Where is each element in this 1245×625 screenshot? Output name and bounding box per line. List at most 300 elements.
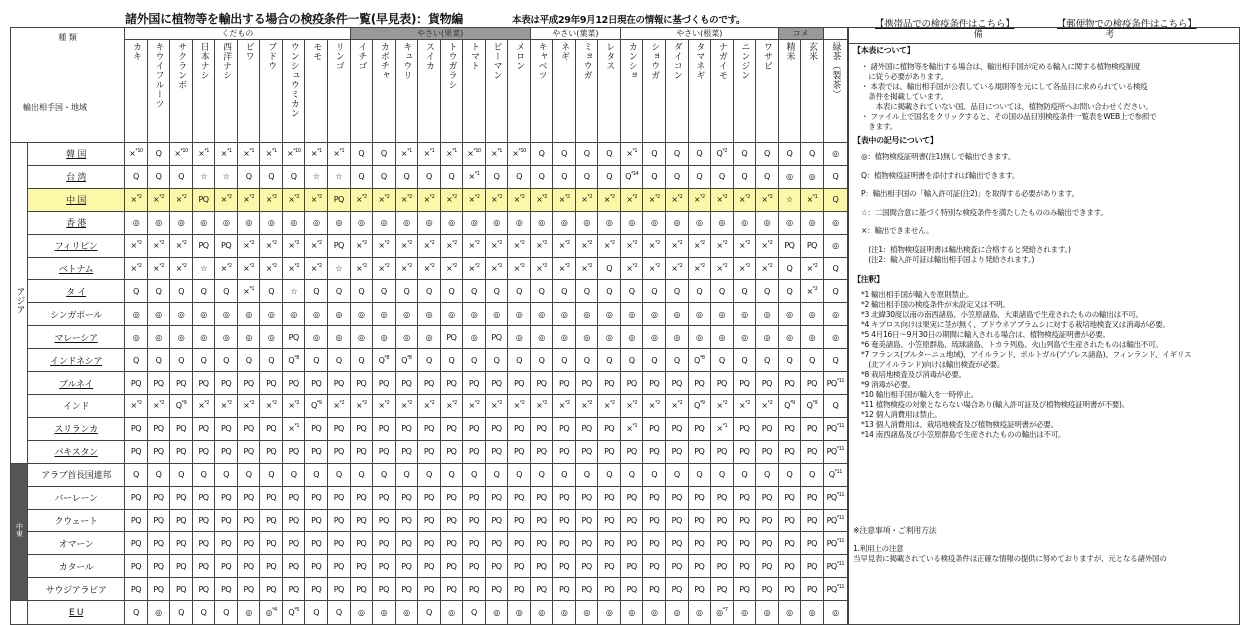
condition-cell: PQ xyxy=(192,509,215,532)
symbol-legend: Q：植物検疫証明書を添付すれば輸出できます。 xyxy=(861,170,1020,180)
condition-cell: PQ xyxy=(530,372,553,395)
condition-cell: ◎ xyxy=(823,143,847,166)
condition-cell: PQ xyxy=(305,578,328,601)
condition-cell: Q xyxy=(530,165,553,188)
condition-cell: PQ xyxy=(801,417,824,440)
note-line: 本表に掲載されていない国、品目については、植物防疫所へお問い合わせください。 xyxy=(861,102,1153,111)
condition-cell: PQ xyxy=(553,578,576,601)
condition-cell: PQ xyxy=(508,372,531,395)
condition-cell: Q xyxy=(282,165,305,188)
condition-cell: ◎ xyxy=(463,303,486,326)
condition-cell: PQ xyxy=(305,555,328,578)
group-veg-root: やさい(根菜) xyxy=(620,28,778,40)
condition-cell: PQ xyxy=(395,417,418,440)
condition-cell: Q xyxy=(373,280,396,303)
condition-cell xyxy=(305,188,328,211)
condition-cell: PQ xyxy=(688,532,711,555)
condition-cell: ◎ xyxy=(711,326,734,349)
condition-mark: × xyxy=(761,241,768,251)
condition-cell: Q xyxy=(508,349,531,372)
condition-cell: PQ xyxy=(125,555,148,578)
condition-cell: PQ xyxy=(125,440,148,463)
condition-cell: Q xyxy=(801,463,824,486)
condition-cell xyxy=(508,394,531,417)
condition-cell xyxy=(237,188,260,211)
condition-cell: ◎ xyxy=(350,601,373,625)
country-name[interactable]: フィリピン xyxy=(28,234,125,257)
condition-mark: × xyxy=(558,241,565,251)
condition-cell: ◎ xyxy=(688,326,711,349)
col-header-label: 玄米 xyxy=(806,42,817,61)
condition-cell xyxy=(711,234,734,257)
condition-cell: Q xyxy=(508,165,531,188)
condition-cell: PQ xyxy=(508,578,531,601)
condition-footnote: *2 xyxy=(136,262,142,269)
condition-cell: PQ xyxy=(485,372,508,395)
condition-cell: PQ xyxy=(711,486,734,509)
condition-cell: ◎ xyxy=(643,303,666,326)
carry-link[interactable]: 【携帯品での検疫条件はこちら】 xyxy=(875,19,1015,30)
condition-footnote: *2 xyxy=(339,400,345,407)
condition-cell: PQ xyxy=(282,372,305,395)
condition-cell xyxy=(620,257,643,280)
condition-cell xyxy=(553,234,576,257)
condition-footnote: *2 xyxy=(159,400,164,407)
condition-cell xyxy=(823,486,847,509)
condition-cell xyxy=(643,234,666,257)
post-link[interactable]: 【郵便物での検疫条件はこちら】 xyxy=(1057,19,1197,30)
condition-mark: × xyxy=(513,401,520,411)
condition-cell: Q xyxy=(485,349,508,372)
country-name[interactable]: ベトナム xyxy=(28,257,125,280)
condition-mark: × xyxy=(558,401,565,411)
condition-cell: ◎ xyxy=(801,303,824,326)
condition-cell: ◎ xyxy=(801,211,824,234)
condition-cell xyxy=(553,394,576,417)
condition-footnote: *9 xyxy=(699,400,705,407)
condition-footnote: *8 xyxy=(406,354,412,361)
condition-cell xyxy=(215,188,238,211)
condition-cell: PQ xyxy=(170,555,193,578)
condition-cell: PQ xyxy=(237,555,260,578)
col-header-label: カンショ xyxy=(626,42,637,80)
condition-cell: PQ xyxy=(373,555,396,578)
condition-mark: × xyxy=(536,241,543,251)
condition-footnote: *11 xyxy=(836,492,845,499)
condition-cell: ◎ xyxy=(778,211,801,234)
condition-footnote: *2 xyxy=(632,400,638,407)
note-line: *1 輸出相手国が輸入を原則禁止。 xyxy=(861,289,974,299)
condition-cell: PQ xyxy=(665,417,688,440)
country-name[interactable]: 中 国 xyxy=(28,188,125,211)
condition-cell xyxy=(485,394,508,417)
country-name[interactable]: 韓 国 xyxy=(28,143,125,166)
condition-cell: ◎ xyxy=(553,211,576,234)
condition-cell: Q xyxy=(147,463,170,486)
condition-cell xyxy=(125,234,148,257)
col-header-6 xyxy=(260,40,283,143)
col-header-label: スイカ xyxy=(423,42,434,71)
condition-cell: PQ xyxy=(418,578,441,601)
table-row xyxy=(11,234,848,257)
col-header-label: サクランボ xyxy=(176,42,187,90)
condition-cell: ◎ xyxy=(688,211,711,234)
condition-cell: PQ xyxy=(305,372,328,395)
condition-cell: ◎ xyxy=(823,303,847,326)
condition-footnote: *2 xyxy=(564,262,570,269)
condition-cell xyxy=(170,257,193,280)
condition-cell: PQ xyxy=(665,532,688,555)
condition-cell xyxy=(170,143,193,166)
condition-mark: × xyxy=(378,241,385,251)
condition-cell xyxy=(823,417,847,440)
condition-footnote: *2 xyxy=(474,400,480,407)
condition-footnote: *2 xyxy=(632,194,638,201)
condition-cell: Q xyxy=(170,463,193,486)
condition-cell: ◎ xyxy=(801,326,824,349)
condition-footnote: *2 xyxy=(654,240,660,247)
condition-footnote: *8 xyxy=(294,354,299,361)
condition-cell: PQ xyxy=(620,532,643,555)
condition-footnote: *2 xyxy=(226,262,232,269)
condition-cell: PQ xyxy=(215,509,238,532)
quarantine-table xyxy=(10,27,848,625)
condition-cell: PQ xyxy=(170,417,193,440)
condition-footnote: *2 xyxy=(497,262,502,269)
condition-cell: Q xyxy=(215,463,238,486)
condition-cell xyxy=(282,234,305,257)
condition-cell: Q xyxy=(643,349,666,372)
condition-cell xyxy=(395,143,418,166)
condition-cell: ◎ xyxy=(553,303,576,326)
condition-footnote: *9 xyxy=(316,400,322,407)
condition-cell: Q xyxy=(170,165,193,188)
condition-mark: × xyxy=(333,401,340,411)
condition-cell xyxy=(463,188,486,211)
condition-cell: PQ xyxy=(665,555,688,578)
condition-cell xyxy=(305,234,328,257)
condition-cell: Q xyxy=(823,349,847,372)
condition-cell xyxy=(147,257,170,280)
country-name[interactable]: マレーシア xyxy=(28,326,125,349)
condition-cell: PQ xyxy=(215,440,238,463)
condition-cell: PQ xyxy=(192,372,215,395)
condition-mark: × xyxy=(603,195,610,205)
symbol-legend: P：輸出相手国の「輸入許可証(注2)」を取得する必要があります。 xyxy=(861,189,1079,198)
condition-cell: Q xyxy=(598,257,621,280)
table-row xyxy=(11,188,848,211)
condition-cell: PQ xyxy=(485,532,508,555)
condition-cell: PQ xyxy=(282,440,305,463)
condition-cell: ☆ xyxy=(305,165,328,188)
condition-cell xyxy=(418,234,441,257)
condition-mark: × xyxy=(310,149,317,159)
condition-cell: Q xyxy=(756,463,779,486)
condition-mark: × xyxy=(355,241,363,251)
condition-cell: ◎ xyxy=(778,165,801,188)
condition-cell: PQ xyxy=(327,372,350,395)
condition-cell: Q xyxy=(327,349,350,372)
country-name[interactable]: ブルネイ xyxy=(28,372,125,395)
condition-cell xyxy=(665,394,688,417)
condition-cell: ◎ xyxy=(485,211,508,234)
condition-cell: Q xyxy=(125,280,148,303)
col-header-label: ダイコン xyxy=(671,42,682,80)
col-header-25 xyxy=(688,40,711,143)
condition-footnote: *1 xyxy=(249,148,255,155)
condition-cell: Q xyxy=(327,280,350,303)
usage-text: 当早見表に掲載されている検疫条件は正確な情報の提供に努めておりますが、元となる諸外国の xyxy=(853,553,1167,563)
condition-footnote: *2 xyxy=(384,194,390,201)
condition-cell: PQ xyxy=(237,532,260,555)
condition-cell xyxy=(418,257,441,280)
condition-cell: PQ xyxy=(711,509,734,532)
condition-cell: PQ xyxy=(485,578,508,601)
condition-cell: PQ xyxy=(463,417,486,440)
condition-cell: PQ xyxy=(688,555,711,578)
condition-cell: Q xyxy=(508,463,531,486)
condition-cell: PQ xyxy=(553,532,576,555)
condition-cell: ◎ xyxy=(688,303,711,326)
condition-cell: ◎ xyxy=(350,326,373,349)
condition-mark: × xyxy=(153,195,160,205)
condition-footnote: *2 xyxy=(609,194,615,201)
condition-cell: Q xyxy=(598,280,621,303)
condition-cell: Q xyxy=(553,143,576,166)
condition-mark: × xyxy=(468,195,475,205)
condition-mark: × xyxy=(558,263,565,273)
condition-footnote: *2 xyxy=(745,194,750,201)
condition-cell xyxy=(575,257,598,280)
condition-mark: × xyxy=(626,424,633,434)
country-name: インド xyxy=(28,394,125,417)
condition-cell: ◎ xyxy=(598,211,621,234)
condition-cell: ◎ xyxy=(756,326,779,349)
table-row xyxy=(11,280,848,303)
condition-cell: PQ xyxy=(418,417,441,440)
condition-cell xyxy=(147,394,170,417)
condition-cell xyxy=(350,394,373,417)
condition-cell xyxy=(170,188,193,211)
condition-mark: × xyxy=(175,263,182,273)
condition-mark: × xyxy=(265,401,272,411)
condition-mark: × xyxy=(310,195,317,205)
condition-cell xyxy=(305,394,328,417)
condition-cell: Q xyxy=(192,463,215,486)
condition-footnote: *1 xyxy=(249,285,255,292)
kind-header xyxy=(11,28,125,143)
condition-cell xyxy=(711,417,734,440)
condition-footnote: *11 xyxy=(836,423,845,430)
condition-cell: Q xyxy=(553,349,576,372)
condition-cell: ◎ xyxy=(305,303,328,326)
condition-cell xyxy=(463,234,486,257)
condition-footnote: *10 xyxy=(180,148,188,155)
condition-mark: × xyxy=(761,195,768,205)
condition-mark: Q xyxy=(175,401,182,411)
condition-mark: × xyxy=(445,195,453,205)
condition-cell: Q xyxy=(575,143,598,166)
condition-cell: Q xyxy=(823,188,847,211)
condition-cell xyxy=(823,578,847,601)
condition-cell: PQ xyxy=(373,417,396,440)
condition-cell: PQ xyxy=(733,555,756,578)
condition-mark: × xyxy=(355,263,363,273)
condition-cell xyxy=(125,394,148,417)
condition-cell: ☆ xyxy=(215,165,238,188)
condition-cell: ☆ xyxy=(282,280,305,303)
condition-cell xyxy=(237,394,260,417)
condition-cell xyxy=(823,440,847,463)
condition-mark: × xyxy=(198,401,205,411)
condition-mark: × xyxy=(512,149,519,159)
condition-cell: PQ xyxy=(350,486,373,509)
condition-cell: ◎ xyxy=(418,303,441,326)
condition-cell: PQ xyxy=(215,417,238,440)
country-name[interactable]: インドネシア xyxy=(28,349,125,372)
condition-footnote: *1 xyxy=(429,148,435,155)
condition-cell: PQ xyxy=(237,417,260,440)
condition-cell: ◎ xyxy=(733,601,756,625)
country-name[interactable]: スリランカ xyxy=(28,417,125,440)
condition-cell: PQ xyxy=(801,532,824,555)
condition-mark: × xyxy=(288,241,295,251)
country-name: バーレーン xyxy=(28,486,125,509)
condition-cell: Q xyxy=(733,143,756,166)
condition-cell: PQ xyxy=(282,509,305,532)
condition-cell: ◎ xyxy=(305,211,328,234)
condition-cell: PQ xyxy=(418,372,441,395)
condition-footnote: *2 xyxy=(700,262,705,269)
condition-cell: PQ xyxy=(711,440,734,463)
condition-cell: Q xyxy=(823,257,847,280)
condition-footnote: *2 xyxy=(429,262,435,269)
condition-cell: ◎ xyxy=(778,326,801,349)
col-header-9 xyxy=(327,40,350,143)
condition-cell: ◎ xyxy=(485,303,508,326)
condition-cell: PQ xyxy=(463,555,486,578)
condition-cell: PQ xyxy=(688,509,711,532)
condition-footnote: *2 xyxy=(722,262,728,269)
condition-cell: Q xyxy=(801,143,824,166)
condition-cell: PQ xyxy=(463,509,486,532)
condition-footnote: *2 xyxy=(204,400,209,407)
condition-cell: ◎ xyxy=(801,165,824,188)
col-header-label: メロン xyxy=(514,42,525,71)
condition-cell: PQ xyxy=(260,417,283,440)
condition-footnote: *2 xyxy=(542,400,547,407)
condition-mark: Q xyxy=(310,401,317,411)
condition-cell: PQ xyxy=(440,372,463,395)
condition-cell: PQ xyxy=(147,555,170,578)
condition-cell: Q xyxy=(125,349,148,372)
condition-cell: ◎ xyxy=(260,326,283,349)
condition-cell: PQ xyxy=(643,417,666,440)
condition-mark: × xyxy=(153,241,160,251)
condition-cell: ◎ xyxy=(260,211,283,234)
condition-footnote: *2 xyxy=(745,262,750,269)
condition-footnote: *2 xyxy=(316,194,322,201)
condition-cell: PQ xyxy=(282,486,305,509)
condition-footnote: *2 xyxy=(362,400,367,407)
symbols-heading: 【表中の記号について】 xyxy=(853,136,938,145)
condition-cell xyxy=(418,143,441,166)
condition-cell xyxy=(215,143,238,166)
condition-cell: ◎ xyxy=(508,326,531,349)
condition-cell: PQ xyxy=(756,555,779,578)
condition-cell: PQ xyxy=(665,509,688,532)
note-line: (注1：植物検疫証明書は輸出検査に合格すると発給されます。) xyxy=(861,244,1071,254)
condition-cell: ◎ xyxy=(823,326,847,349)
group-veg-leaf: やさい(葉菜) xyxy=(530,28,620,40)
condition-cell: Q xyxy=(463,349,486,372)
country-name[interactable]: E U xyxy=(28,601,125,625)
condition-cell: PQ xyxy=(215,532,238,555)
condition-cell xyxy=(575,394,598,417)
condition-footnote: *2 xyxy=(407,262,412,269)
country-name: クウェート xyxy=(28,509,125,532)
condition-cell: PQ xyxy=(688,440,711,463)
country-name[interactable]: 台 湾 xyxy=(28,165,125,188)
condition-cell: Q xyxy=(125,165,148,188)
condition-footnote: *2 xyxy=(226,194,232,201)
condition-cell: Q xyxy=(530,349,553,372)
country-name[interactable]: タ イ xyxy=(28,280,125,303)
condition-mark: × xyxy=(491,263,498,273)
condition-cell: Q xyxy=(305,349,328,372)
condition-mark: × xyxy=(626,149,633,159)
condition-mark: × xyxy=(288,424,295,434)
condition-mark: × xyxy=(513,263,520,273)
condition-cell: PQ xyxy=(530,486,553,509)
note-line: (注2：輸入許可証は輸出相手国より発給されます。) xyxy=(861,254,1035,264)
condition-cell: PQ xyxy=(260,440,283,463)
condition-footnote: *11 xyxy=(834,469,842,476)
table-row xyxy=(11,463,848,486)
condition-cell: Q xyxy=(733,165,756,188)
country-name[interactable]: 香 港 xyxy=(28,211,125,234)
condition-cell: PQ xyxy=(575,440,598,463)
col-header-label: タマネギ xyxy=(694,42,705,80)
note-line: *13 個人消費用は、栽培地検査及び植物検疫証明書が必要。 xyxy=(861,419,1059,429)
condition-cell xyxy=(192,143,215,166)
country-name[interactable]: パキスタン xyxy=(28,440,125,463)
condition-cell: PQ xyxy=(733,509,756,532)
condition-cell: ◎ xyxy=(575,303,598,326)
condition-mark: × xyxy=(491,241,498,251)
condition-cell: ◎ xyxy=(170,211,193,234)
condition-footnote: *2 xyxy=(812,262,818,269)
condition-cell: PQ xyxy=(598,578,621,601)
condition-cell: PQ xyxy=(237,486,260,509)
condition-cell: ◎ xyxy=(395,303,418,326)
condition-cell: PQ xyxy=(395,372,418,395)
condition-cell: ◎ xyxy=(373,601,396,625)
condition-cell: ◎ xyxy=(350,303,373,326)
condition-cell: ◎ xyxy=(192,211,215,234)
condition-cell: PQ xyxy=(688,486,711,509)
condition-cell: Q xyxy=(373,165,396,188)
condition-footnote: *2 xyxy=(452,194,457,201)
condition-cell: PQ xyxy=(170,532,193,555)
condition-mark: × xyxy=(130,241,137,251)
condition-cell: PQ xyxy=(733,578,756,601)
col-header-label: リンゴ xyxy=(333,42,344,71)
table-row xyxy=(11,165,848,188)
condition-cell xyxy=(260,394,283,417)
condition-cell: PQ xyxy=(215,486,238,509)
condition-footnote: *2 xyxy=(767,400,773,407)
